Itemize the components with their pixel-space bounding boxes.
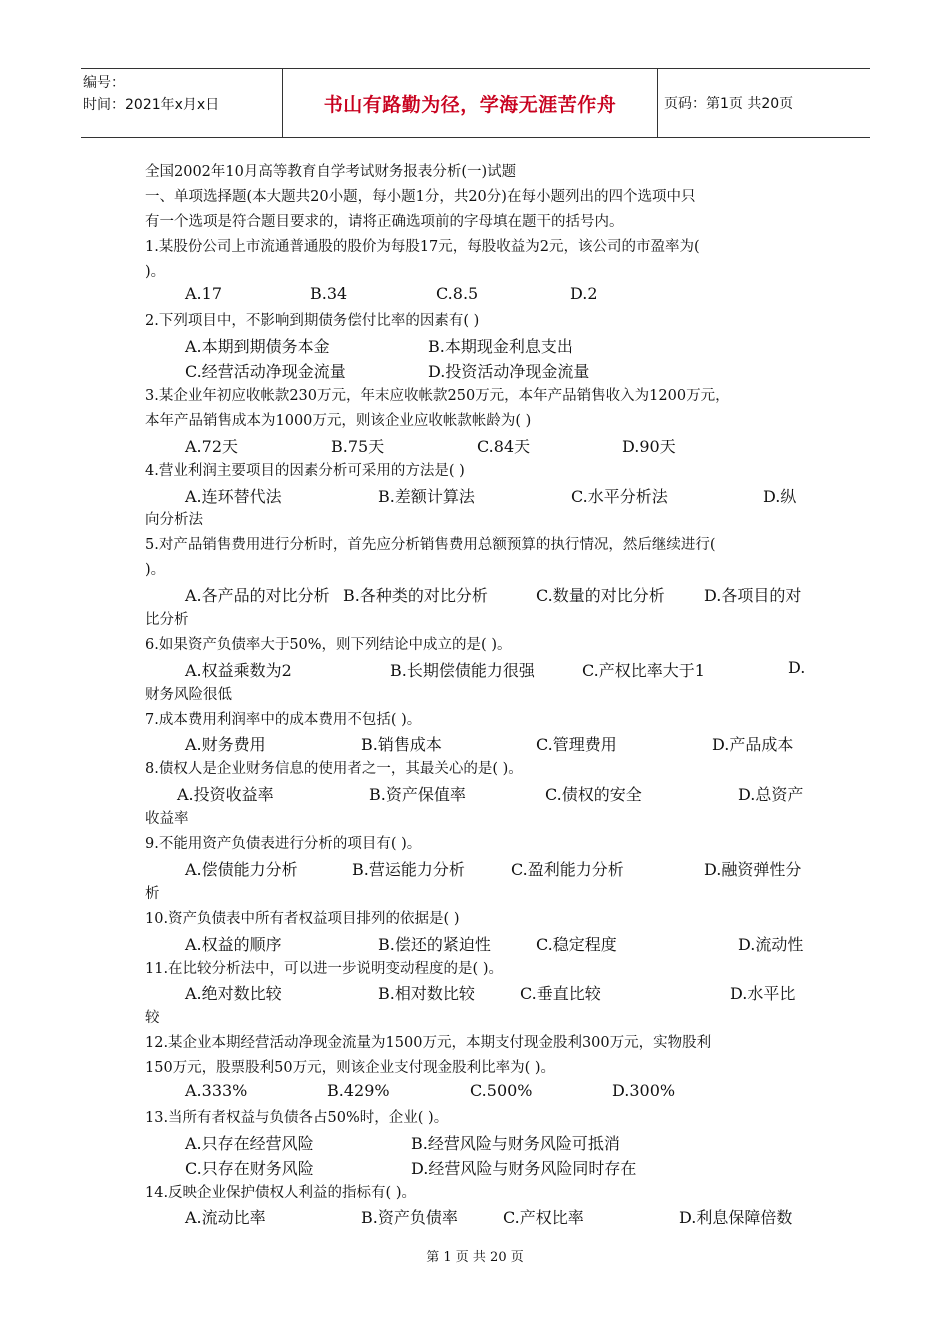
option-c: C.盈利能力分析 — [511, 859, 624, 879]
option-a: A.财务费用 — [185, 735, 266, 755]
exam-title: 全国2002年10月高等教育自学考试财务报表分析(一)试题 — [145, 164, 517, 180]
option-c: C.500% — [470, 1080, 533, 1100]
option-b: B.营运能力分析 — [352, 859, 465, 879]
option-d: D.投资活动净现金流量 — [428, 362, 590, 382]
option-c: C.债权的安全 — [545, 785, 642, 805]
option-a: A.绝对数比较 — [185, 984, 282, 1004]
question-stem: 3.某企业年初应收帐款230万元，年末应收帐款250万元，本年产品销售收入为1200万元， — [145, 388, 730, 405]
code-label: 编号： — [83, 75, 125, 91]
option-a: A.连环替代法 — [185, 486, 282, 506]
question-stem: 7.成本费用利润率中的成本费用不包括( )。 — [145, 711, 422, 728]
option-b: B.429% — [327, 1080, 390, 1100]
option-d: D.各项目的对 — [704, 586, 802, 606]
option-d: D.水平比 — [730, 984, 796, 1004]
options-row — [145, 857, 815, 882]
option-b: B.长期偿债能力很强 — [390, 660, 535, 680]
options-row — [145, 334, 815, 359]
question-stem: 12.某企业本期经营活动净现金流量为1500万元，本期支付现金股利300万元，实物股利 — [145, 1035, 712, 1052]
option-b: B.本期现金利息支出 — [428, 337, 573, 357]
option-b: B.偿还的紧迫性 — [378, 934, 491, 954]
options-row — [145, 981, 815, 1006]
option-a: A.72天 — [185, 436, 239, 456]
options-row — [145, 1081, 815, 1106]
exam-content — [145, 160, 815, 1230]
header-page-cell — [658, 69, 870, 137]
option-d: D.产品成本 — [712, 735, 794, 755]
option-c: C.产权比率 — [503, 1208, 584, 1228]
question-stem: 8.债权人是企业财务信息的使用者之一，其最关心的是( )。 — [145, 761, 523, 778]
option-a: A.只存在经营风险 — [185, 1133, 314, 1153]
option-c: C.垂直比较 — [520, 984, 601, 1004]
option-b: B.资产保值率 — [369, 785, 466, 805]
options-row — [145, 1131, 815, 1156]
question-stem: 10.资产负债表中所有者权益项目排列的依据是( ) — [145, 910, 460, 927]
option-d: D.300% — [612, 1080, 676, 1100]
option-a: A.权益的顺序 — [185, 934, 282, 954]
options-row — [145, 434, 815, 459]
option-d: D.纵 — [763, 486, 797, 506]
option-c: C.84天 — [477, 436, 531, 456]
option-c: C.数量的对比分析 — [536, 586, 665, 606]
option-c: C.水平分析法 — [571, 486, 668, 506]
option-a: A.投资收益率 — [177, 785, 274, 805]
section-instructions-line1: 一、单项选择题(本大题共20小题，每小题1分，共20分)在每小题列出的四个选项中只 — [145, 188, 696, 205]
option-b: B.销售成本 — [361, 735, 442, 755]
option-d-cont: 向分析法 — [145, 512, 203, 529]
option-b: B.相对数比较 — [378, 984, 475, 1004]
option-c: C.只存在财务风险 — [185, 1158, 314, 1178]
page-footer: 第 1 页 共 20 页 — [426, 1250, 524, 1265]
header-motto-cell — [282, 69, 658, 137]
option-c: C.经营活动净现金流量 — [185, 362, 346, 382]
option-c: C.8.5 — [436, 284, 479, 304]
question-stem: 11.在比较分析法中，可以进一步说明变动程度的是( )。 — [145, 960, 503, 977]
question-stem: 5.对产品销售费用进行分析时，首先应分析销售费用总额预算的执行情况，然后继续进行( — [145, 537, 716, 554]
option-b: B.34 — [310, 284, 348, 304]
question-stem: 1.某股份公司上市流通普通股的股价为每股17元，每股收益为2元，该公司的市盈率为( — [145, 238, 700, 255]
option-d-cont: 比分析 — [145, 612, 189, 629]
question-stem-cont: )。 — [145, 263, 166, 280]
option-a: A.333% — [185, 1080, 248, 1100]
option-b: B.各种类的对比分析 — [343, 586, 488, 606]
time-label: 时间：2021年x月x日 — [83, 97, 220, 113]
option-c: C.产权比率大于1 — [582, 660, 705, 680]
option-d: D.流动性 — [738, 934, 804, 954]
question-stem: 14.反映企业保护债权人利益的指标有( )。 — [145, 1184, 416, 1201]
option-d: D.总资产 — [738, 785, 804, 805]
option-d-cont: 析 — [145, 885, 160, 902]
option-d: D.90天 — [622, 436, 676, 456]
option-b: B.经营风险与财务风险可抵消 — [411, 1133, 620, 1153]
option-d-cont: 较 — [145, 1010, 160, 1027]
options-row — [145, 1156, 815, 1181]
option-d-cont: 收益率 — [145, 811, 189, 828]
option-d: D.经营风险与财务风险同时存在 — [411, 1158, 637, 1178]
header-left — [81, 69, 282, 137]
question-stem-cont: )。 — [145, 562, 166, 579]
page-label: 页码：第1页 共20页 — [664, 96, 794, 112]
motto: 书山有路勤为径，学海无涯苦作舟 — [323, 93, 617, 116]
options-row — [145, 359, 815, 384]
options-row — [145, 732, 815, 757]
option-a: A.流动比率 — [185, 1208, 266, 1228]
question-stem: 4.营业利润主要项目的因素分析可采用的方法是( ) — [145, 462, 465, 479]
option-a: A.本期到期债务本金 — [185, 337, 330, 357]
options-row — [145, 658, 815, 683]
question-stem-cont: 本年产品销售成本为1000万元，则该企业应收帐款帐龄为( ) — [145, 412, 532, 429]
option-d: D.2 — [570, 284, 598, 304]
option-a: A.各产品的对比分析 — [185, 586, 330, 606]
options-row — [145, 1205, 815, 1230]
option-a: A.17 — [185, 284, 222, 304]
option-d: D. — [788, 657, 806, 677]
question-stem: 6.如果资产负债率大于50%，则下列结论中成立的是( )。 — [145, 636, 512, 653]
question-stem: 2.下列项目中，不影响到期债务偿付比率的因素有( ) — [145, 313, 480, 330]
option-b: B.差额计算法 — [378, 486, 475, 506]
option-b: B.资产负债率 — [361, 1208, 458, 1228]
option-d-cont: 财务风险很低 — [145, 686, 232, 703]
question-stem-cont: 150万元，股票股利50万元，则该企业支付现金股利比率为( )。 — [145, 1060, 556, 1077]
option-a: A.偿债能力分析 — [185, 859, 298, 879]
options-row — [145, 484, 815, 509]
options-row — [145, 583, 815, 608]
section-instructions-line2: 有一个选项是符合题目要求的，请将正确选项前的字母填在题干的括号内。 — [145, 213, 624, 230]
option-d: D.利息保障倍数 — [679, 1208, 793, 1228]
options-row — [145, 782, 815, 807]
option-c: C.管理费用 — [536, 735, 617, 755]
options-row — [145, 284, 815, 309]
option-d: D.融资弹性分 — [704, 859, 802, 879]
option-b: B.75天 — [331, 436, 385, 456]
options-row — [145, 932, 815, 957]
question-stem: 13.当所有者权益与负债各占50%时，企业( )。 — [145, 1109, 449, 1126]
option-a: A.权益乘数为2 — [185, 660, 292, 680]
question-stem: 9.不能用资产负债表进行分析的项目有( )。 — [145, 836, 422, 853]
page-header — [81, 68, 870, 138]
option-c: C.稳定程度 — [536, 934, 617, 954]
